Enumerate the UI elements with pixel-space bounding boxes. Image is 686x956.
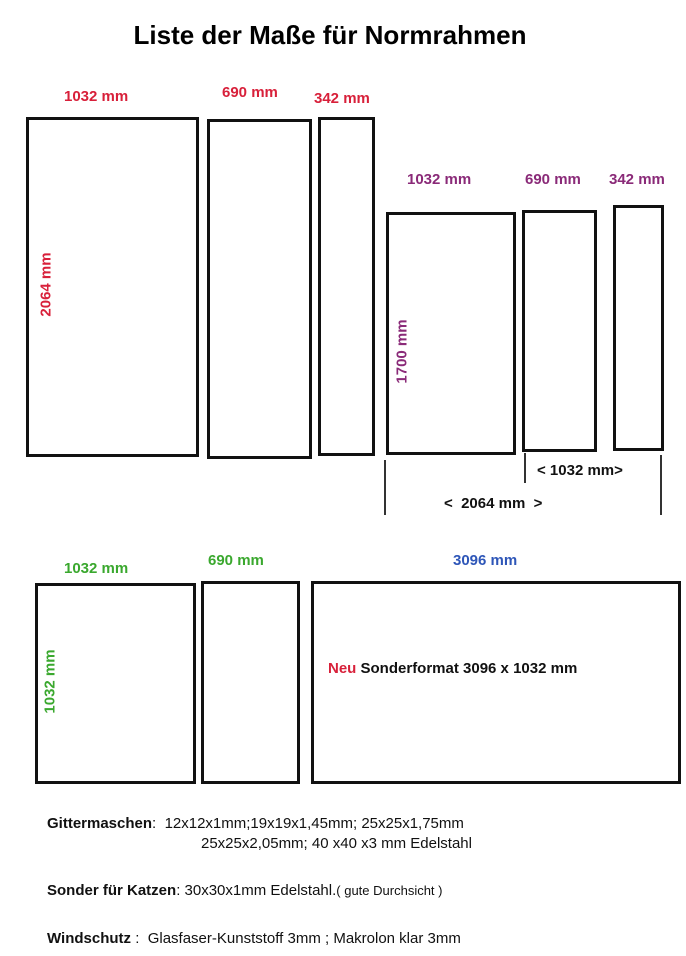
mesh-spec-line: Gittermaschen: 12x12x1mm;19x19x1,45mm; 25x25x1,75mm (47, 815, 464, 832)
special-format-text: Sonderformat 3096 x 1032 mm (360, 660, 578, 677)
mesh-spec-label: Gittermaschen (47, 815, 153, 832)
page-title: Liste der Maße für Normrahmen (133, 20, 527, 50)
frame-width-label: 342 mm (609, 171, 665, 188)
mesh-spec-value: 12x12x1mm;19x19x1,45mm; 25x25x1,75mm (164, 815, 464, 832)
dimension-tick (524, 453, 526, 483)
dimension-label-inner: < 1032 mm> (537, 462, 623, 479)
wind-spec-label: Windschutz (47, 930, 132, 947)
frame-width-label: 690 mm (208, 552, 264, 569)
frame-690x1700 (522, 210, 597, 452)
frame-width-label: 1032 mm (64, 88, 129, 105)
frame-690x1032 (201, 581, 300, 784)
frame-width-label: 690 mm (222, 84, 278, 101)
cat-spec-label: Sonder für Katzen (47, 882, 177, 899)
special-format-banner (328, 660, 577, 677)
frame-690x2064 (207, 119, 312, 459)
dimension-tick (384, 460, 386, 515)
frame-height-label: 1032 mm (41, 649, 59, 714)
frame-width-label: 342 mm (314, 90, 370, 107)
frame-width-label: 690 mm (525, 171, 581, 188)
frame-342x2064 (318, 117, 375, 456)
wind-spec-value: Glasfaser-Kunststoff 3mm ; Makrolon klar 3mm (147, 930, 461, 947)
dimension-label-outer: < 2064 mm > (444, 495, 543, 512)
mesh-spec-line-2: 25x25x2,05mm; 40 x40 x3 mm Edelstahl (201, 835, 472, 852)
frame-1032x1032 (35, 583, 196, 784)
frame-width-label: 1032 mm (407, 171, 472, 188)
dimension-tick (660, 455, 662, 515)
cat-spec-note: ( gute Durchsicht ) (336, 883, 443, 898)
frame-3096x1032 (311, 581, 681, 784)
cat-spec-value: 30x30x1mm Edelstahl. (184, 882, 337, 899)
cat-spec-line: Sonder für Katzen: 30x30x1mm Edelstahl.( gute Durchsicht ) (47, 882, 443, 899)
frame-height-label: 2064 mm (37, 252, 55, 317)
wind-spec-line: Windschutz : Glasfaser-Kunststoff 3mm ; Makrolon klar 3mm (47, 930, 461, 947)
frame-342x1700 (613, 205, 664, 451)
new-badge: Neu (328, 660, 357, 677)
frame-width-label: 1032 mm (64, 560, 129, 577)
frame-width-label: 3096 mm (453, 552, 518, 569)
frame-height-label: 1700 mm (393, 319, 411, 384)
